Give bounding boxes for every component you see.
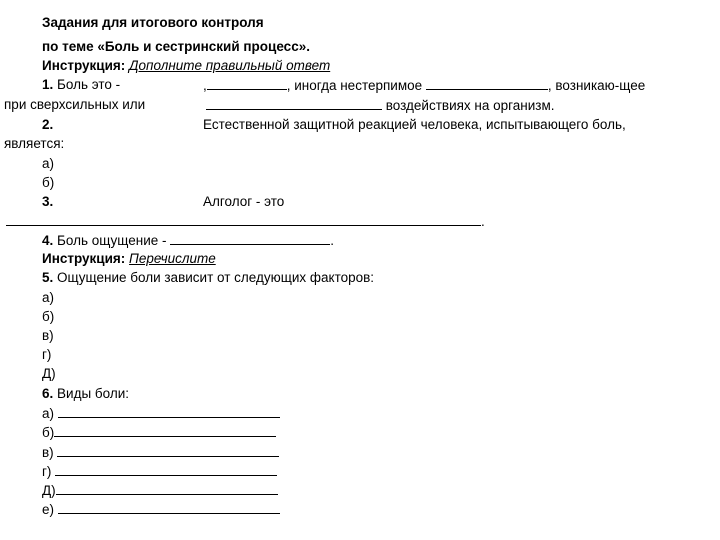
q6-blank[interactable] bbox=[58, 404, 280, 418]
q1-line-2 bbox=[206, 96, 555, 114]
q5-option: а) bbox=[42, 290, 55, 305]
instruction-1 bbox=[42, 57, 330, 74]
q6-option-row bbox=[42, 500, 280, 518]
q6-option-label: г) bbox=[42, 464, 52, 479]
q3-end: . bbox=[481, 214, 485, 229]
q2-number: 2. bbox=[42, 117, 54, 132]
q6-blank[interactable] bbox=[54, 423, 276, 437]
q5-option: б) bbox=[42, 309, 55, 324]
q4-end: . bbox=[330, 233, 335, 248]
q1-blank-2[interactable] bbox=[426, 76, 548, 90]
q6-blank[interactable] bbox=[57, 443, 279, 457]
q6-option-label: Д) bbox=[42, 483, 56, 498]
q4-line bbox=[42, 231, 334, 249]
q6-option-row bbox=[42, 443, 279, 461]
q5-line bbox=[42, 269, 374, 286]
title-line-1: Задания для итогового контроля bbox=[42, 15, 264, 30]
q1-number: 1. bbox=[42, 77, 54, 92]
q1-text-e: при сверхсильных или bbox=[4, 97, 146, 112]
q6-blank[interactable] bbox=[56, 481, 278, 495]
q2-option-a: а) bbox=[42, 156, 55, 171]
q1-line-1 bbox=[203, 76, 645, 94]
q5-option: в) bbox=[42, 328, 54, 343]
q1-text-f: воздействиях на организм. bbox=[385, 98, 555, 113]
q1-start bbox=[42, 76, 120, 93]
q1-blank-1[interactable] bbox=[207, 76, 287, 90]
q3-blank[interactable] bbox=[6, 212, 481, 226]
q1-text-d: , возникаю-щее bbox=[547, 78, 646, 93]
q6-option-row bbox=[42, 404, 280, 422]
q6-option-row bbox=[42, 462, 277, 480]
q1-text-b: , bbox=[203, 78, 207, 93]
q6-option-label: е) bbox=[42, 502, 55, 517]
q6-option-label: б) bbox=[42, 425, 55, 440]
q6-number: 6. bbox=[42, 386, 54, 401]
q1-text-c: , иногда нестерпимое bbox=[286, 78, 423, 93]
q6-line bbox=[42, 385, 129, 402]
q6-option-row bbox=[42, 423, 276, 441]
instruction-2-label: Инструкция: bbox=[42, 251, 126, 266]
q3-number: 3. bbox=[42, 194, 54, 209]
q1-blank-3[interactable] bbox=[206, 96, 382, 110]
q4-text: Боль ощущение - bbox=[57, 233, 167, 248]
q1-text-a: Боль это - bbox=[57, 77, 121, 92]
q6-option-row bbox=[42, 481, 278, 499]
q4-blank[interactable] bbox=[170, 231, 330, 245]
q6-blank[interactable] bbox=[55, 462, 277, 476]
q5-option: г) bbox=[42, 347, 52, 362]
q3-answer-line bbox=[6, 212, 485, 230]
q6-option-label: а) bbox=[42, 406, 55, 421]
q6-blank[interactable] bbox=[58, 500, 280, 514]
q4-number: 4. bbox=[42, 233, 54, 248]
instruction-2 bbox=[42, 250, 216, 267]
q2-text-b: является: bbox=[4, 136, 65, 151]
q5-text: Ощущение боли зависит от следующих факторов: bbox=[57, 270, 375, 285]
q6-option-label: в) bbox=[42, 445, 54, 460]
q3-text: Алголог - это bbox=[203, 194, 285, 209]
instruction-text: Дополните правильный ответ bbox=[129, 58, 331, 73]
title-line-2: по теме «Боль и сестринский процесс». bbox=[42, 39, 310, 54]
instruction-label: Инструкция: bbox=[42, 58, 126, 73]
instruction-2-text: Перечислите bbox=[129, 251, 216, 266]
q5-option: Д) bbox=[42, 366, 56, 381]
q2-text-a: Естественной защитной реакцией человека, испытывающего боль, bbox=[203, 117, 626, 132]
q5-number: 5. bbox=[42, 270, 54, 285]
q6-text: Виды боли: bbox=[57, 386, 130, 401]
q2-option-b: б) bbox=[42, 175, 55, 190]
